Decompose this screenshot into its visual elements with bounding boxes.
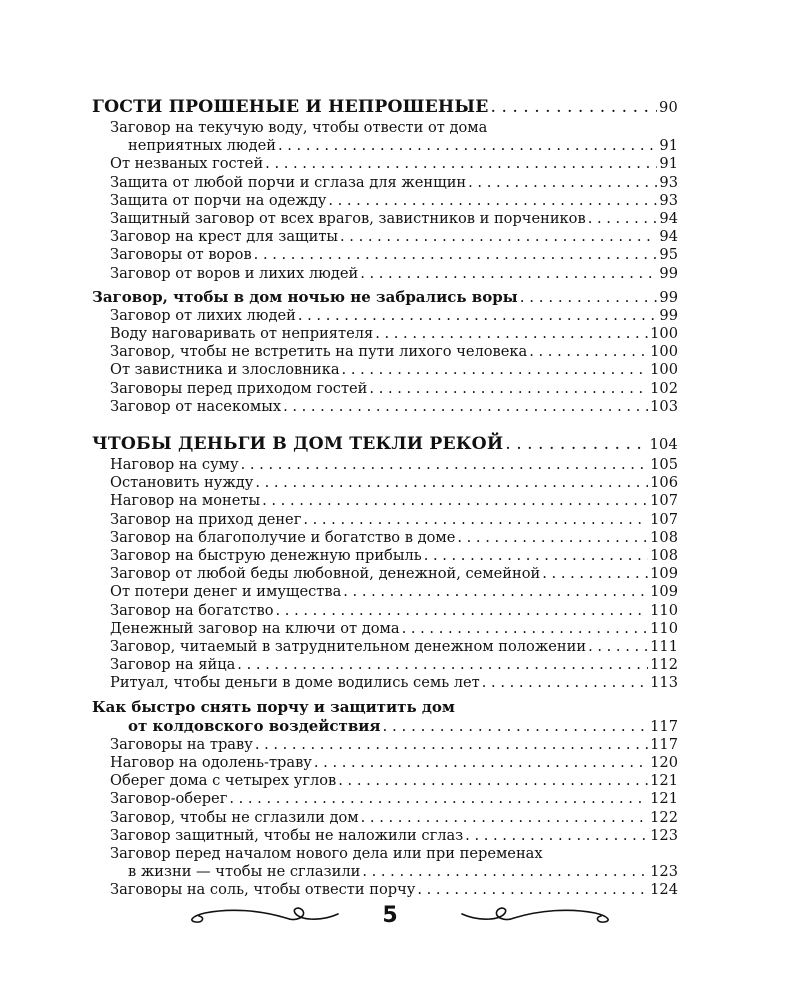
toc-entry bbox=[92, 881, 678, 899]
toc-entry-page: 123 bbox=[650, 826, 678, 844]
toc-entry-title: Заговор на богатство bbox=[110, 601, 274, 619]
toc-entry bbox=[92, 343, 678, 361]
dot-leader bbox=[588, 638, 648, 656]
toc-entry-title: Защита от порчи на одежду bbox=[110, 191, 327, 209]
toc-entry-title: Воду наговаривать от неприятеля bbox=[110, 325, 374, 343]
left-flourish bbox=[192, 908, 338, 922]
toc-entry-title: Оберег дома с четырех углов bbox=[110, 772, 337, 790]
dot-leader bbox=[237, 656, 648, 674]
toc-entry-page: 99 bbox=[659, 306, 678, 324]
toc-entry-page: 124 bbox=[650, 881, 678, 899]
toc-entry-title: Как быстро снять порчу и защитить дом bbox=[92, 697, 455, 716]
toc-entry-title: Наговор на суму bbox=[110, 456, 239, 474]
dot-leader bbox=[303, 511, 648, 529]
toc-entry bbox=[92, 192, 678, 210]
toc-entry-page: 100 bbox=[650, 361, 678, 379]
toc-entry-page: 103 bbox=[650, 397, 678, 415]
toc-entry bbox=[92, 246, 678, 264]
dot-leader bbox=[362, 863, 648, 881]
toc-entry-title: От незваных гостей bbox=[110, 155, 264, 173]
dot-leader bbox=[542, 565, 648, 583]
toc-entry-page: 117 bbox=[650, 717, 678, 735]
toc-entry-page: 93 bbox=[659, 173, 678, 191]
toc-entry-page: 104 bbox=[649, 436, 678, 454]
toc-entry-title: От потери денег и имущества bbox=[110, 583, 342, 601]
toc-entry-title: Заговор на крест для защиты bbox=[110, 228, 339, 246]
toc-entry-page: 99 bbox=[659, 288, 678, 306]
toc-entry-page: 94 bbox=[659, 228, 678, 246]
toc-entry-page: 112 bbox=[650, 656, 678, 674]
dot-leader bbox=[283, 398, 648, 416]
dot-leader bbox=[529, 343, 648, 361]
toc-entry bbox=[92, 638, 678, 656]
dot-leader bbox=[278, 137, 657, 155]
dot-leader bbox=[417, 881, 648, 899]
toc-entry-title: Заговоры от воров bbox=[110, 246, 252, 264]
dot-leader bbox=[360, 265, 657, 283]
toc-entry bbox=[92, 210, 678, 228]
toc-entry-page: 109 bbox=[650, 583, 678, 601]
toc-entry-page: 121 bbox=[650, 790, 678, 808]
toc-entry bbox=[92, 265, 678, 283]
toc-entry bbox=[92, 228, 678, 246]
dot-leader bbox=[255, 474, 648, 492]
dot-leader bbox=[298, 307, 658, 325]
toc-entry bbox=[92, 845, 678, 863]
toc-entry-page: 91 bbox=[659, 155, 678, 173]
dot-leader bbox=[361, 809, 649, 827]
toc-entry-page: 105 bbox=[650, 456, 678, 474]
right-flourish bbox=[462, 908, 608, 922]
page-number: 5 bbox=[382, 903, 398, 928]
toc-entry bbox=[92, 96, 678, 119]
dot-leader bbox=[342, 361, 649, 379]
dot-leader bbox=[255, 736, 648, 754]
toc-entry-title: от колдовского воздействия bbox=[128, 716, 381, 735]
toc-entry bbox=[92, 809, 678, 827]
dot-leader bbox=[520, 288, 658, 307]
toc-entry-title: Заговоры перед приходом гостей bbox=[110, 379, 368, 397]
dot-leader bbox=[343, 583, 648, 601]
toc-entry bbox=[92, 602, 678, 620]
toc-entry-page: 107 bbox=[650, 510, 678, 528]
toc-entry-title: Заговор на текучую воду, чтобы отвести от дома bbox=[110, 119, 488, 136]
toc-entry bbox=[92, 325, 678, 343]
toc-entry bbox=[92, 736, 678, 754]
toc-entry bbox=[92, 174, 678, 192]
toc-entry bbox=[92, 398, 678, 416]
toc-entry-title: Денежный заговор на ключи от дома bbox=[110, 619, 400, 637]
dot-leader bbox=[314, 754, 648, 772]
toc-entry-title: Заговор на благополучие и богатство в доме bbox=[110, 528, 456, 546]
toc-entry bbox=[92, 119, 678, 137]
table-of-contents bbox=[92, 96, 678, 900]
toc-entry bbox=[92, 698, 678, 717]
toc-entry bbox=[92, 288, 678, 307]
toc-entry-title: Защитный заговор от всех врагов, завистников и порчеников bbox=[110, 210, 586, 228]
toc-entry-page: 110 bbox=[650, 601, 678, 619]
toc-entry-title: Заговор, чтобы не сглазили дом bbox=[110, 808, 359, 826]
toc-entry-title: Заговор, чтобы не встретить на пути лихого человека bbox=[110, 343, 528, 361]
toc-entry-title: Заговор от лихих людей bbox=[110, 306, 296, 324]
dot-leader bbox=[491, 96, 658, 118]
toc-entry-page: 107 bbox=[650, 492, 678, 510]
toc-entry-title: Заговор от насекомых bbox=[110, 397, 282, 415]
toc-entry-title: Заговор, читаемый в затруднительном денежном положении bbox=[110, 638, 587, 656]
toc-entry-page: 99 bbox=[659, 264, 678, 282]
dot-leader bbox=[465, 827, 648, 845]
toc-entry bbox=[92, 863, 678, 881]
dot-leader bbox=[265, 155, 657, 173]
toc-entry-title: Заговоры на траву bbox=[110, 735, 253, 753]
toc-entry bbox=[92, 433, 678, 456]
dot-leader bbox=[468, 174, 657, 192]
toc-entry bbox=[92, 674, 678, 692]
dot-leader bbox=[229, 790, 648, 808]
toc-entry-title: ЧТОБЫ ДЕНЬГИ В ДОМ ТЕКЛИ РЕКОЙ bbox=[92, 434, 504, 455]
toc-entry-page: 108 bbox=[650, 547, 678, 565]
toc-entry-title: Заговоры на соль, чтобы отвести порчу bbox=[110, 881, 416, 899]
toc-entry bbox=[92, 827, 678, 845]
toc-entry bbox=[92, 361, 678, 379]
toc-entry-title: Наговор на монеты bbox=[110, 492, 261, 510]
toc-entry bbox=[92, 583, 678, 601]
toc-entry bbox=[92, 529, 678, 547]
toc-entry-page: 93 bbox=[659, 191, 678, 209]
dot-leader bbox=[276, 602, 649, 620]
dot-leader bbox=[369, 380, 648, 398]
toc-entry-title: неприятных людей bbox=[128, 137, 276, 155]
toc-entry-title: ГОСТИ ПРОШЕНЫЕ И НЕПРОШЕНЫЕ bbox=[92, 97, 489, 117]
toc-entry-title: От завистника и злословника bbox=[110, 361, 340, 379]
toc-entry-page: 121 bbox=[650, 772, 678, 790]
toc-entry bbox=[92, 155, 678, 173]
toc-entry-page: 95 bbox=[659, 246, 678, 264]
dot-leader bbox=[588, 210, 658, 228]
dot-leader bbox=[254, 246, 658, 264]
dot-leader bbox=[402, 620, 649, 638]
dot-leader bbox=[457, 529, 648, 547]
toc-entry-title: Ритуал, чтобы деньги в доме водились семь лет bbox=[110, 674, 480, 692]
toc-entry-title: Заговор от воров и лихих людей bbox=[110, 264, 359, 282]
toc-entry-title: Заговор-оберег bbox=[110, 790, 228, 808]
toc-entry-title: Остановить нужду bbox=[110, 474, 254, 492]
dot-leader bbox=[262, 492, 648, 510]
toc-entry-page: 90 bbox=[659, 99, 678, 116]
toc-entry-page: 108 bbox=[650, 528, 678, 546]
toc-entry bbox=[92, 656, 678, 674]
toc-entry-page: 94 bbox=[659, 210, 678, 228]
toc-entry bbox=[92, 790, 678, 808]
toc-entry-title: Наговор на одолень-траву bbox=[110, 753, 312, 771]
toc-entry-title: Заговор, чтобы в дом ночью не забрались воры bbox=[92, 287, 518, 306]
dot-leader bbox=[338, 772, 648, 790]
dot-leader bbox=[505, 433, 647, 455]
toc-entry-title: Заговор на яйца bbox=[110, 656, 236, 674]
toc-entry bbox=[92, 380, 678, 398]
dot-leader bbox=[241, 456, 649, 474]
toc-entry bbox=[92, 772, 678, 790]
toc-entry-page: 100 bbox=[650, 343, 678, 361]
toc-entry bbox=[92, 754, 678, 772]
toc-entry-title: Защита от любой порчи и сглаза для женщин bbox=[110, 173, 467, 191]
toc-entry bbox=[92, 456, 678, 474]
toc-entry-page: 91 bbox=[659, 137, 678, 155]
toc-entry bbox=[92, 307, 678, 325]
dot-leader bbox=[424, 547, 648, 565]
dot-leader bbox=[382, 717, 648, 736]
toc-entry-title: Заговор на быструю денежную прибыль bbox=[110, 547, 422, 565]
dot-leader bbox=[328, 192, 657, 210]
toc-entry-title: Заговор перед началом нового дела или при переменах bbox=[110, 844, 543, 862]
toc-entry-title: Заговор от любой беды любовной, денежной, семейной bbox=[110, 565, 541, 583]
toc-entry bbox=[92, 620, 678, 638]
dot-leader bbox=[375, 325, 648, 343]
toc-entry-title: в жизни — чтобы не сглазили bbox=[128, 863, 361, 881]
toc-entry-title: Заговор на приход денег bbox=[110, 510, 302, 528]
toc-entry bbox=[92, 492, 678, 510]
toc-entry-page: 111 bbox=[650, 638, 678, 656]
toc-entry-page: 117 bbox=[650, 735, 678, 753]
dot-leader bbox=[482, 674, 648, 692]
toc-entry-page: 102 bbox=[650, 379, 678, 397]
toc-entry-page: 109 bbox=[650, 565, 678, 583]
toc-entry-page: 113 bbox=[650, 674, 678, 692]
toc-entry-page: 122 bbox=[650, 808, 678, 826]
toc-entry bbox=[92, 474, 678, 492]
toc-entry-page: 110 bbox=[650, 619, 678, 637]
toc-entry bbox=[92, 137, 678, 155]
toc-entry-page: 123 bbox=[650, 863, 678, 881]
dot-leader bbox=[340, 228, 657, 246]
toc-entry bbox=[92, 717, 678, 736]
toc-entry-page: 106 bbox=[650, 474, 678, 492]
toc-entry-title: Заговор защитный, чтобы не наложили сглаз bbox=[110, 826, 464, 844]
toc-entry-page: 120 bbox=[650, 753, 678, 771]
toc-entry bbox=[92, 547, 678, 565]
toc-entry-page: 100 bbox=[650, 325, 678, 343]
toc-entry bbox=[92, 565, 678, 583]
toc-entry bbox=[92, 511, 678, 529]
